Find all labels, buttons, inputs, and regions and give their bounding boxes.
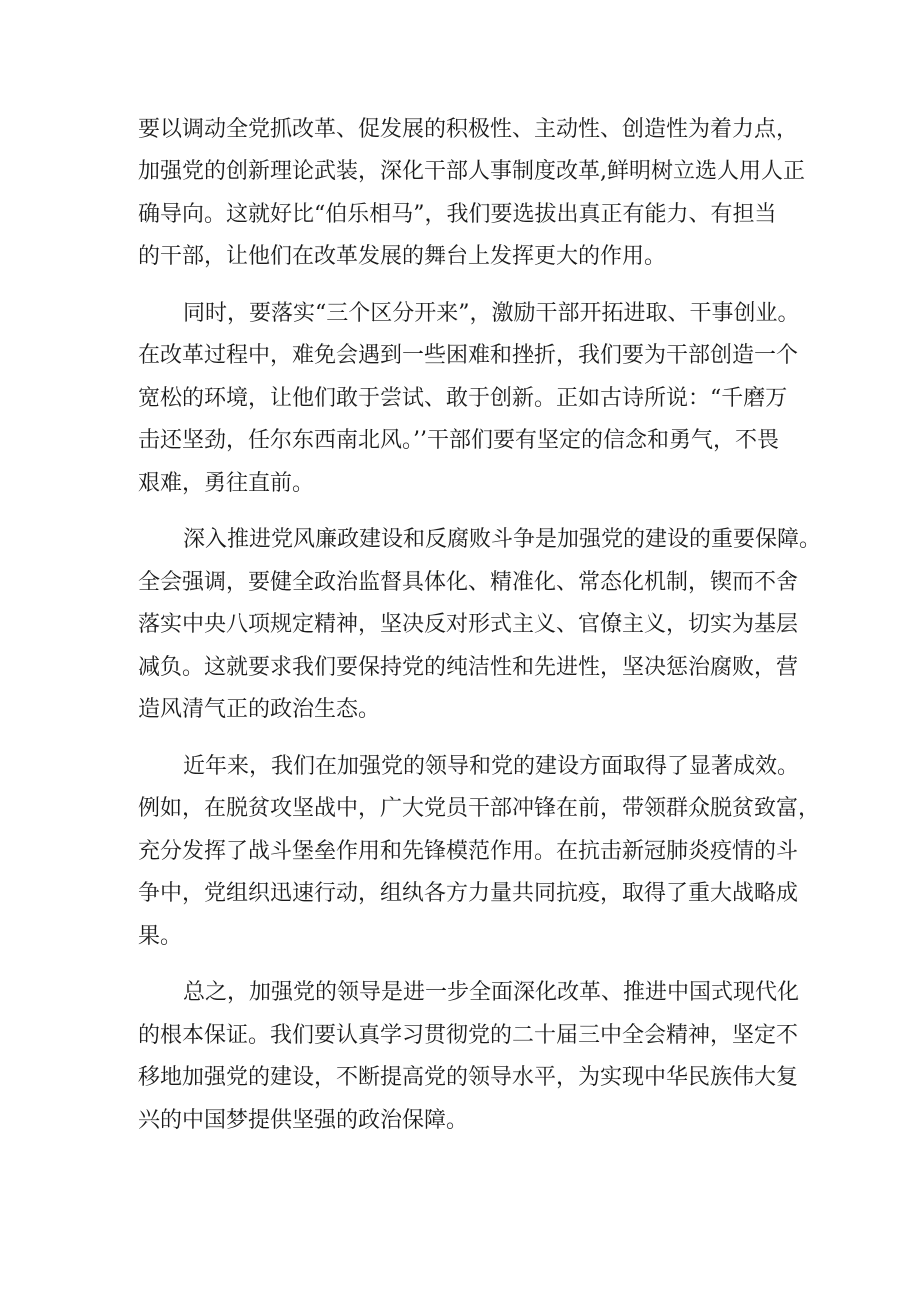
paragraph-4-line-3: 充分发挥了战斗堡垒作用和先锋模范作用。在抗击新冠肺炎疫情的斗 [138,839,799,864]
paragraph-2-line-4: 击还坚劲，任尔东西南北风。’’干部们要有坚定的信念和勇气，不畏 [138,428,779,453]
paragraph-1-line-2: 加强党的创新理论武装，深化干部人事制度改革,鲜明树立选人用人正 [138,159,805,184]
paragraph-3-line-2: 全会强调，要健全政治监督具体化、精准化、常态化机制，锲而不舍 [138,570,799,595]
paragraph-3-line-4: 减负。这就要求我们要保持党的纯洁性和先进性，坚决惩治腐败，营 [138,655,799,680]
paragraph-1-line-1: 要以调动全党抓改革、促发展的积极性、主动性、创造性为着力点， [138,117,799,142]
paragraph-3-line-5: 造风清气正的政治生态。 [138,697,381,722]
paragraph-5-line-2: 的根本保证。我们要认真学习贯彻党的二十届三中全会精神，坚定不 [138,1023,799,1048]
paragraph-1-line-4: 的干部，让他们在改革发展的舞台上发挥更大的作用。 [138,244,667,269]
paragraph-5-line-4: 兴的中国梦提供坚强的政治保障。 [138,1108,469,1133]
paragraph-2-line-2: 在改革过程中，难免会遇到一些困难和挫折，我们要为干部创造一个 [138,343,799,368]
paragraph-4-line-4: 争中，党组织迅速行动，组纨各方力量共同抗疫，取得了重大战略成 [138,881,799,906]
paragraph-4-line-1: 近年来，我们在加强党的领导和党的建设方面取得了显著成效。 [183,754,800,779]
paragraph-2-line-1: 同时，要落实“三个区分开来”，激励干部开拓进取、干事创业。 [183,301,800,326]
paragraph-5-line-1: 总之，加强党的领导是进一步全面深化改革、推进中国式现代化 [183,980,800,1005]
paragraph-4-line-2: 例如，在脱贫攻坚战中，广大党员干部冲锋在前，带领群众脱贫致富， [138,796,821,821]
paragraph-3-line-3: 落实中央八项规定精神，坚决反对形式主义、官僚主义，切实为基层 [138,612,799,637]
paragraph-4-line-5: 果。 [138,924,183,949]
paragraph-1-line-3: 确导向。这就好比“伯乐相马”，我们要选拔出真正有能力、有担当 [138,202,777,227]
paragraph-2-line-5: 艰难，勇往直前。 [138,471,315,496]
paragraph-3-line-1: 深入推进党风廉政建设和反腐败斗争是加强党的建设的重要保障。 [183,527,822,552]
paragraph-5-line-3: 移地加强党的建设，不断提高党的领导水平，为实现中华民族伟大复 [138,1065,799,1090]
paragraph-2-line-3: 宽松的环境，让他们敢于尝试、敢于创新。正如古诗所说：“千磨万 [138,386,788,411]
